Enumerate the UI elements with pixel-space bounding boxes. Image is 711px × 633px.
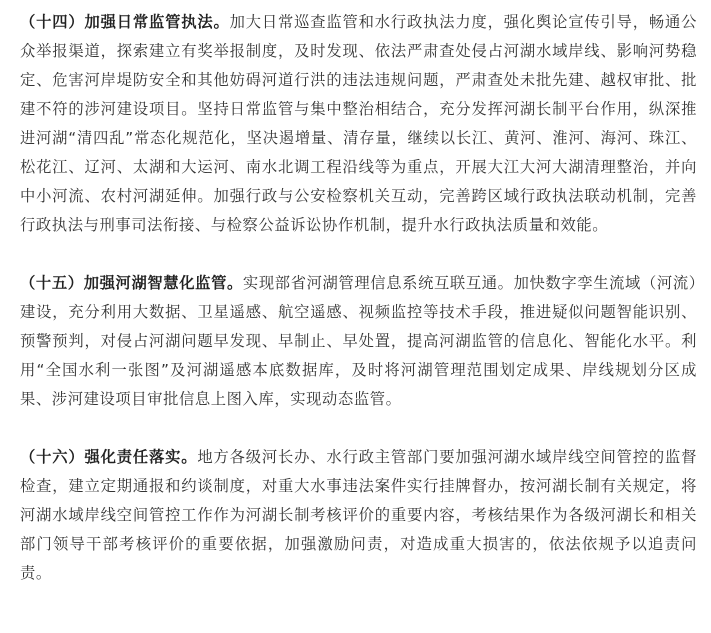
section-14-body: 加大日常巡查监管和水行政执法力度，强化舆论宣传引导，畅通公众举报渠道，探索建立有奖举报制度，及时发现、依法严肃查处侵占河湖水域岸线、影响河势稳定、危害河岸堤防安全和其他妨碍河道行洪的违法违规问题，严肃查处未批先建、越权审批、批建不符的涉河建设项目。坚持日常监管与集中整治相结合，充分发挥河湖长制平台作用，纵深推进河湖“清四乱”常态化规范化，坚决遏增量、清存量，继续以长江、黄河、淮河、海河、珠江、松花江、辽河、太湖和大运河、南水北调工程沿线等为重点，开展大江大河大湖清理整治，并向中小河流、农村河湖延伸。加强行政与公安检察机关互动，完善跨区域行政执法联动机制，完善行政执法与刑事司法衔接、与检察公益诉讼协作机制，提升水行政执法质量和效能。	[20, 13, 697, 234]
section-15-heading: （十五）加强河湖智慧化监管。	[20, 274, 243, 292]
section-16-body: 地方各级河长办、水行政主管部门要加强河湖水域岸线空间管控的监督检查，建立定期通报和约谈制度，对重大水事违法案件实行挂牌督办，按河湖长制有关规定，将河湖水域岸线空间管控工作作为河湖长制考核评价的重要内容，考核结果作为各级河湖长和相关部门领导干部考核评价的重要依据，加强激励问责，对造成重大损害的，依法依规予以追责问责。	[20, 448, 697, 582]
section-15-paragraph	[20, 269, 697, 414]
section-15-body: 实现部省河湖管理信息系统互联互通。加快数字孪生流域（河流）建设，充分利用大数据、卫星遥感、航空遥感、视频监控等技术手段，推进疑似问题智能识别、预警预判，对侵占河湖问题早发现、早制止、早处置，提高河湖监管的信息化、智能化水平。利用“全国水利一张图”及河湖遥感本底数据库，及时将河湖管理范围划定成果、岸线规划分区成果、涉河建设项目审批信息上图入库，实现动态监管。	[20, 274, 697, 408]
section-14-paragraph	[20, 8, 697, 240]
section-14-heading: （十四）加强日常监管执法。	[20, 13, 230, 31]
section-16-heading: （十六）强化责任落实。	[20, 448, 198, 466]
section-16-paragraph	[20, 443, 697, 588]
